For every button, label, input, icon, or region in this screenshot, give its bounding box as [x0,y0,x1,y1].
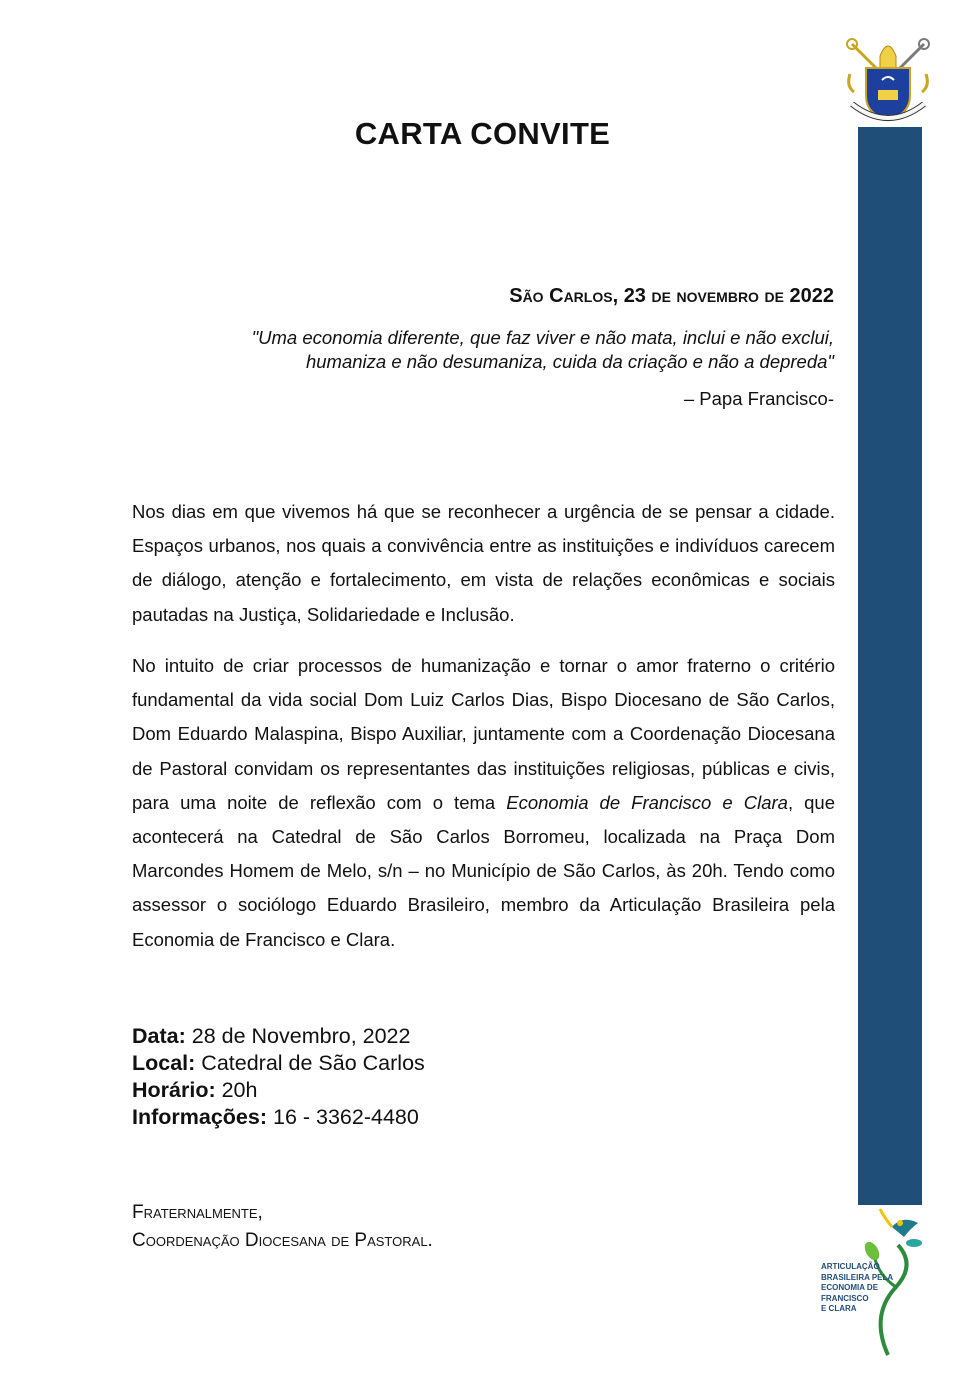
paragraph-2-part-b: , que acontecerá na Catedral de São Carlos Borromeu, localizada na Praça Dom Marcondes Homem de Melo, s/n – no Município de São Carlos, às 20h. Tendo como assessor o sociólogo Eduardo Brasileiro, membro da Articulação Brasileira pela Economia de Francisco e Clara. [132,791,835,950]
detail-date: Data: 28 de Novembro, 2022 [132,1024,411,1048]
detail-info: Informações: 16 - 3362-4480 [132,1105,419,1129]
epigraph-quote: "Uma economia diferente, que faz viver e não mata, inclui e não exclui, humaniza e não desumaniza, cuida da criação e não a depreda" [251,327,834,372]
closing-line-2: Coordenação Diocesana de Pastoral. [132,1230,433,1251]
letter-title: CARTA CONVITE [354,116,611,151]
detail-time: Horário: 20h [132,1078,258,1102]
closing-signature [132,1199,433,1255]
side-decoration-bar [858,127,922,1205]
event-theme: Economia de Francisco e Clara [506,791,788,813]
event-details [132,1023,425,1131]
eco-logo-text: ARTICULAÇÃO BRASILEIRA PELA ECONOMIA DE FRANCISCO E CLARA [821,1262,894,1313]
paragraph-1: Nos dias em que vivemos há que se reconhecer a urgência de se pensar a cidade. Espaços urbanos, nos quais a convivência entre as instituições e indivíduos carecem de diálogo, atenção e fortalecimento, em vista de relações econômicas e sociais pautadas na Justiça, Solidariedade e Inclusão. [132,501,835,625]
epigraph-author: – Papa Francisco- [683,388,834,409]
letter-date: São Carlos, 23 de novembro de 2022 [509,285,834,307]
detail-location: Local: Catedral de São Carlos [132,1051,425,1075]
paragraph-2 [132,649,835,957]
closing-line-1: Fraternalmente, [132,1202,263,1223]
paragraph-2-part-a: No intuito de criar processos de humanização e tornar o amor fraterno o critério fundamental da vida social Dom Luiz Carlos Dias, Bispo Diocesano de São Carlos, Dom Eduardo Malaspina, Bispo Auxiliar, juntamente com a Coordenação Diocesana de Pastoral convidam os representantes das instituições religiosas, públicas e civis, para uma noite de reflexão com o tema [132,655,835,813]
